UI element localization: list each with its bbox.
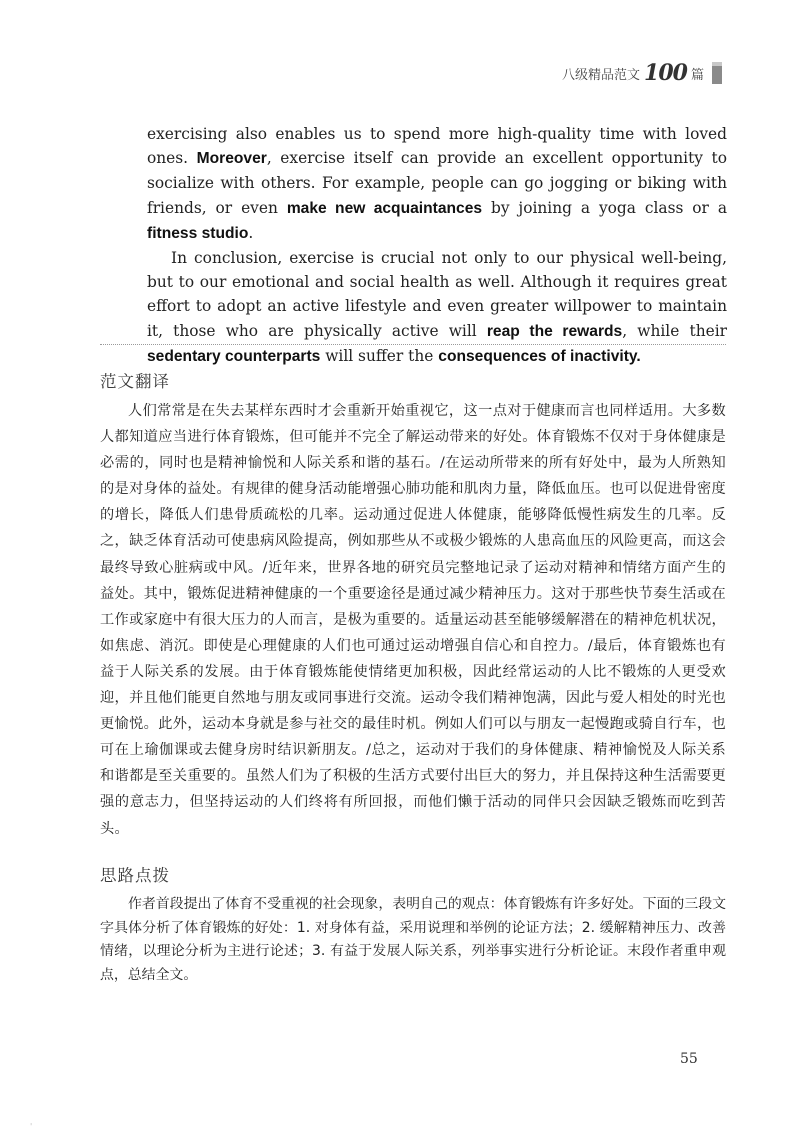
essay-text-run: exercising also enables us to spend more high-quality time with loved ones. xyxy=(147,125,727,168)
bold-phrase: consequences of inactivity. xyxy=(438,347,641,365)
scan-edge-mark: ' xyxy=(30,1122,33,1131)
translation-heading: 范文翻译 xyxy=(100,372,170,391)
analysis-text: 作者首段提出了体育不受重视的社会现象，表明自己的观点：体育锻炼有许多好处。下面的三段文字具体分析了体育锻炼的好处：1. 对身体有益，采用说理和举例的论证方法；2. 缓解精神压力、改善情绪，以理论分析为主进行论述；3. 有益于发展人际关系，列举事实进行分析论证。末段作者重申观点，总结全文。 xyxy=(100,896,726,983)
book-suffix: 篇 xyxy=(690,67,704,83)
essay-text-run: . xyxy=(248,223,254,242)
bold-phrase: sedentary counterparts xyxy=(147,347,321,365)
page-number: 55 xyxy=(680,1051,698,1067)
essay-text-run: by joining a yoga class or a xyxy=(482,198,727,217)
bold-phrase: fitness studio xyxy=(147,224,249,242)
book-number: 100 xyxy=(644,60,687,86)
translation-body xyxy=(100,398,726,842)
translation-text: 人们常常是在失去某样东西时才会重新开始重视它，这一点对于健康而言也同样适用。大多数人都知道应当进行体育锻炼，但可能并不完全了解运动带来的好处。体育锻炼不仅对于身体健康是必需的，同时也是精神愉悦和人际关系和谐的基石。/在运动所带来的所有好处中，最为人所熟知的是对身体的益处。有规律的健身活动能增强心肺功能和肌肉力量，降低血压。也可以促进骨密度的增长，降低人们患骨质疏松的几率。运动通过促进人体健康，能够降低慢性病发生的几率。反之，缺乏体育活动可使患病风险提高，例如那些从不或极少锻炼的人患高血压的风险更高，而这会最终导致心脏病或中风。/近年来，世界各地的研究员完整地记录了运动对精神和情绪方面产生的益处。其中，锻炼促进精神健康的一个重要途径是通过减少精神压力。这对于那些快节奏生活或在工作或家庭中有很大压力的人而言，是极为重要的。适量运动甚至能够缓解潜在的精神危机状况，如焦虑、消沉。即使是心理健康的人们也可通过运动增强自信心和自控力。/最后，体育锻炼也有益于人际关系的发展。由于体育锻炼能使情绪更加积极，因此经常运动的人比不锻炼的人更受欢迎，并且他们能更自然地与朋友或同事进行交流。运动令我们精神饱满，因此与爱人相处的时光也更愉悦。此外，运动本身就是参与社交的最佳时机。例如人们可以与朋友一起慢跑或骑自行车，也可在上瑜伽课或去健身房时结识新朋友。/总之，运动对于我们的身体健康、精神愉悦及人际关系和谐都是至关重要的。虽然人们为了积极的生活方式要付出巨大的努力，并且保持这种生活需要更强的意志力，但坚持运动的人们终将有所回报，而他们懒于活动的同伴只会因缺乏锻炼而吃到苦头。 xyxy=(100,403,726,837)
bold-phrase: Moreover xyxy=(196,150,267,168)
essay-text-run: will suffer the xyxy=(320,346,439,365)
analysis-heading: 思路点拨 xyxy=(100,866,170,885)
book-title: 八级精品范文 xyxy=(562,67,641,83)
essay-text-run: , while their xyxy=(622,321,727,340)
essay-paragraph xyxy=(147,246,727,369)
section-divider xyxy=(100,344,726,345)
english-essay xyxy=(147,122,727,369)
bold-phrase: make new acquaintances xyxy=(286,199,483,217)
page-tab-icon xyxy=(712,62,722,84)
analysis-body xyxy=(100,893,726,987)
essay-text-run: , exercise itself can provide an excellent opportunity to socialize with others. For example, people can go jogging or biking with friends, or even xyxy=(147,149,727,217)
running-header xyxy=(562,62,722,84)
essay-paragraph xyxy=(147,122,727,246)
bold-phrase: reap the rewards xyxy=(486,322,623,340)
essay-text-run: In conclusion, exercise is crucial not only to our physical well-being, but to our emotional and social health as well. Although it requires great effort to adopt an active lifestyle and even greater willpower to maintain it, those who are physically active will xyxy=(147,249,727,340)
